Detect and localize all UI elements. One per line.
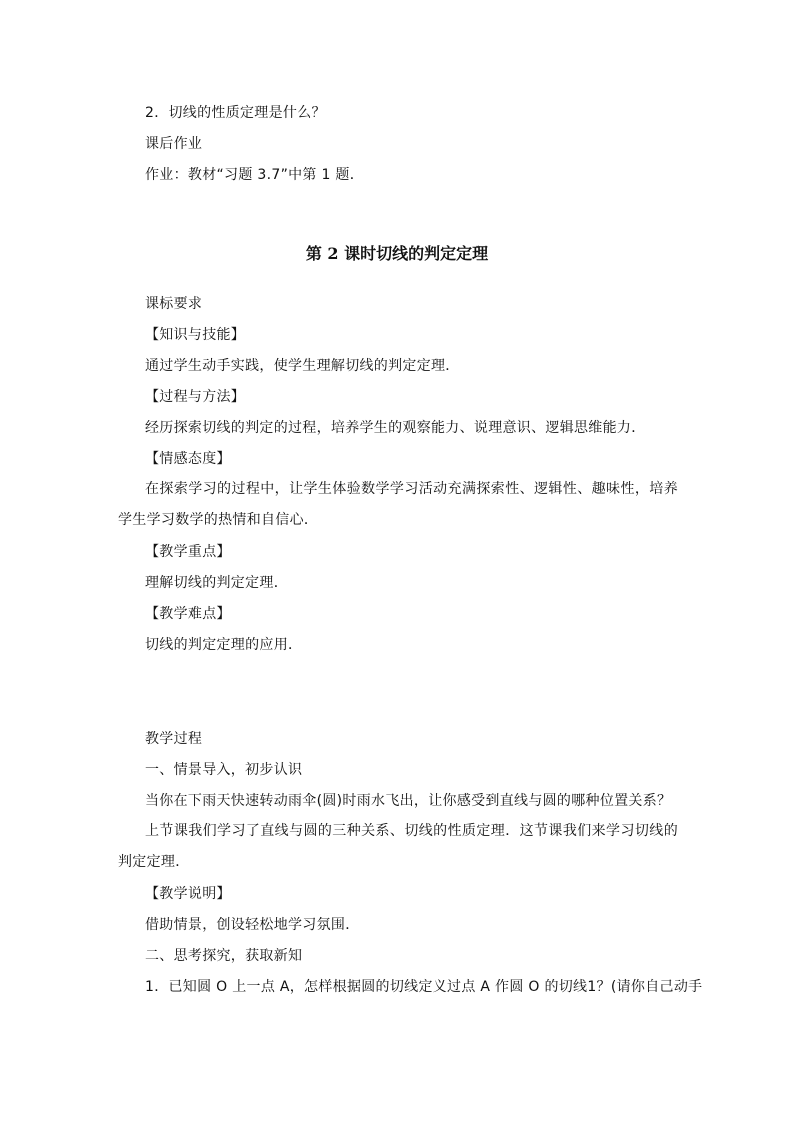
difficulty-heading: 【教学难点】 bbox=[145, 606, 231, 622]
process-text: 经历探索切线的判定的过程，培养学生的观察能力、说理意识、逻辑思维能力． bbox=[145, 420, 646, 436]
section2-paragraph-1: 1．已知圆 O 上一点 A，怎样根据圆的切线定义过点 A 作圆 O 的切线1？(请你自己动手 bbox=[145, 979, 703, 995]
question-2: 2．切线的性质定理是什么？ bbox=[145, 105, 326, 121]
standards-heading: 课标要求 bbox=[145, 296, 203, 312]
homework-text: 作业：教材“习题 3.7”中第 1 题． bbox=[145, 167, 365, 183]
explain-text: 借助情景，创设轻松地学习氛围． bbox=[145, 917, 360, 933]
knowledge-text: 通过学生动手实践，使学生理解切线的判定定理． bbox=[145, 358, 460, 374]
key-heading: 【教学重点】 bbox=[145, 544, 231, 560]
key-text: 理解切线的判定定理． bbox=[145, 575, 288, 591]
section1-heading: 一、情景导入，初步认识 bbox=[145, 762, 303, 778]
emotion-text: 在探索学习的过程中，让学生体验数学学习活动充满探索性、逻辑性、趣味性，培养学生学习数学的热情和自信心． bbox=[118, 481, 678, 528]
procedure-heading: 教学过程 bbox=[145, 731, 203, 747]
lesson-title: 第 2 课时切线的判定定理 bbox=[305, 244, 489, 263]
knowledge-heading: 【知识与技能】 bbox=[145, 327, 246, 343]
homework-heading: 课后作业 bbox=[145, 136, 203, 152]
section1-paragraph-1: 当你在下雨天快速转动雨伞(圆)时雨水飞出，让你感受到直线与圆的哪种位置关系？ bbox=[145, 793, 672, 809]
difficulty-text: 切线的判定定理的应用． bbox=[145, 637, 303, 653]
section2-heading: 二、思考探究，获取新知 bbox=[145, 948, 303, 964]
process-heading: 【过程与方法】 bbox=[145, 389, 246, 405]
explain-heading: 【教学说明】 bbox=[145, 886, 231, 902]
emotion-heading: 【情感态度】 bbox=[145, 451, 231, 467]
section1-paragraph-2: 上节课我们学习了直线与圆的三种关系、切线的性质定理．这节课我们来学习切线的判定定理． bbox=[118, 823, 678, 870]
